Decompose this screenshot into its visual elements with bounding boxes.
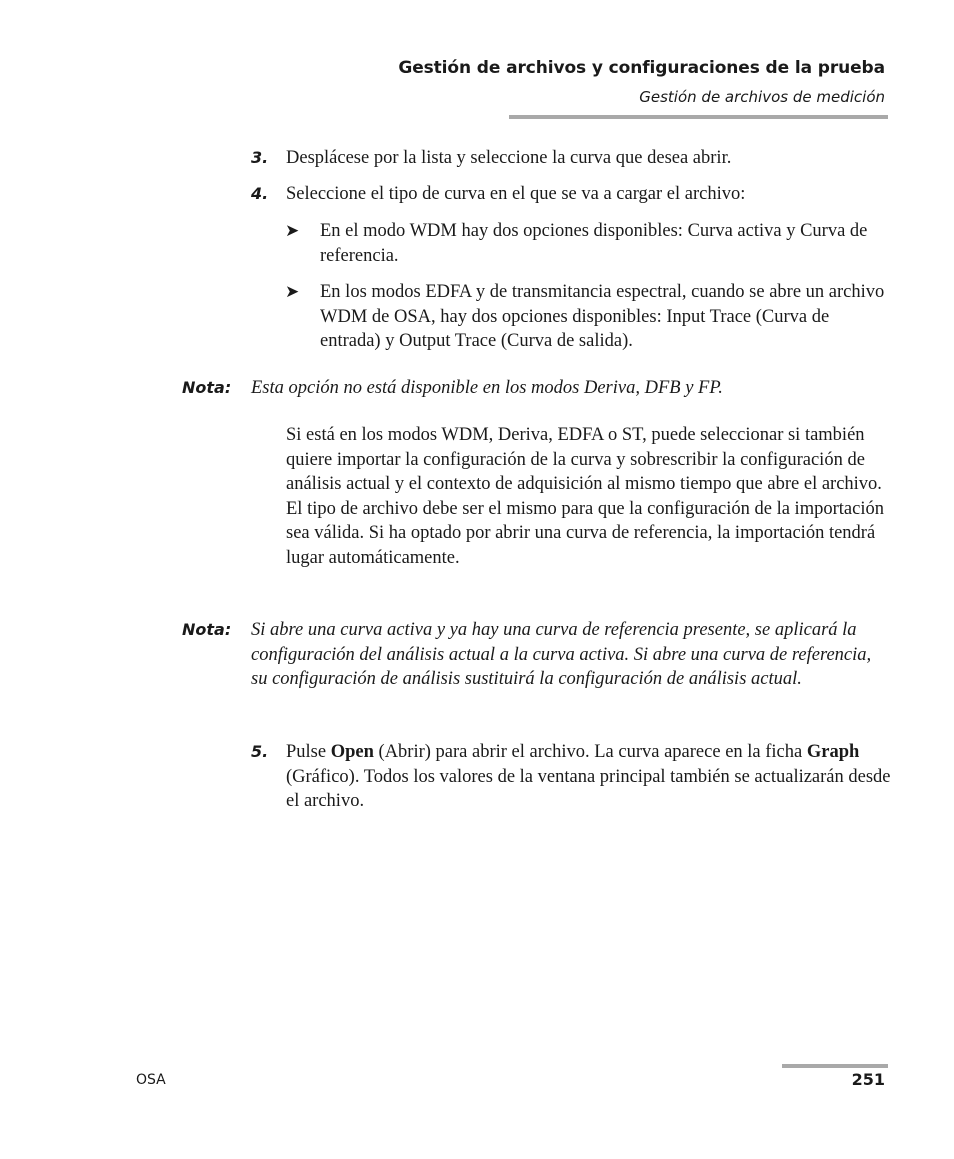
header-rule [509,115,888,119]
note-label: Nota: [182,378,232,397]
running-header-subtitle: Gestión de archivos de medición [639,88,885,106]
step-text: Seleccione el tipo de curva en el que se va a cargar el archivo: [286,184,746,204]
note-text: Si abre una curva activa y ya hay una curva de referencia presente, se aplicará la configuración del análisis actual a la curva activa. Si abre una curva de referencia, su configuración de análisis sustituirá la configuración de análisis actual. [251,620,872,690]
bullet-text: En los modos EDFA y de transmitancia espectral, cuando se abre un archivo WDM de OSA, hay dos opciones disponibles: Input Trace (Curva de entrada) y Output Trace (Curva de salida). [320,282,885,352]
step-text-segment: Pulse [286,742,331,762]
page-number: 251 [851,1070,885,1089]
bullet-item-edfa [285,280,885,354]
running-header-title: Gestión de archivos y configuraciones de la prueba [398,58,885,78]
bullet-item-wdm [285,219,885,268]
arrow-bullet-icon: ➤ [285,221,300,241]
open-term: Open [330,742,374,762]
step-text-segment: (Gráfico). Todos los valores de la ventana principal también se actualizarán desde el archivo. [286,766,891,812]
note-1 [182,376,892,401]
arrow-bullet-icon: ➤ [285,282,300,302]
step-number: 4. [251,184,269,203]
footer-rule [782,1064,888,1068]
note-text: Esta opción no está disponible en los modos Deriva, DFB y FP. [251,378,723,398]
step-number: 3. [251,148,269,167]
step-3 [251,146,891,171]
step-5 [251,740,891,814]
body-paragraph: Si está en los modos WDM, Deriva, EDFA o ST, puede seleccionar si también quiere importar la configuración de la curva y sobrescribir la configuración de análisis actual y el contexto de adquisición al mismo tiempo que abre el archivo. El tipo de archivo debe ser el mismo para que la configuración de la importación sea válida. Si ha optado por abrir una curva de referencia, la importación tendrá lugar automáticamente. [286,425,884,568]
step-4 [251,182,891,207]
bullet-text: En el modo WDM hay dos opciones disponibles: Curva activa y Curva de referencia. [320,221,868,266]
note-label: Nota: [182,620,232,639]
step-text-segment: (Abrir) para abrir el archivo. La curva aparece en la ficha [373,742,807,762]
step-number: 5. [251,742,269,761]
note-2 [182,618,892,692]
step-text: Desplácese por la lista y seleccione la curva que desea abrir. [286,148,732,168]
step-text [286,740,891,814]
footer-product: OSA [136,1072,166,1088]
graph-term: Graph [806,742,860,762]
